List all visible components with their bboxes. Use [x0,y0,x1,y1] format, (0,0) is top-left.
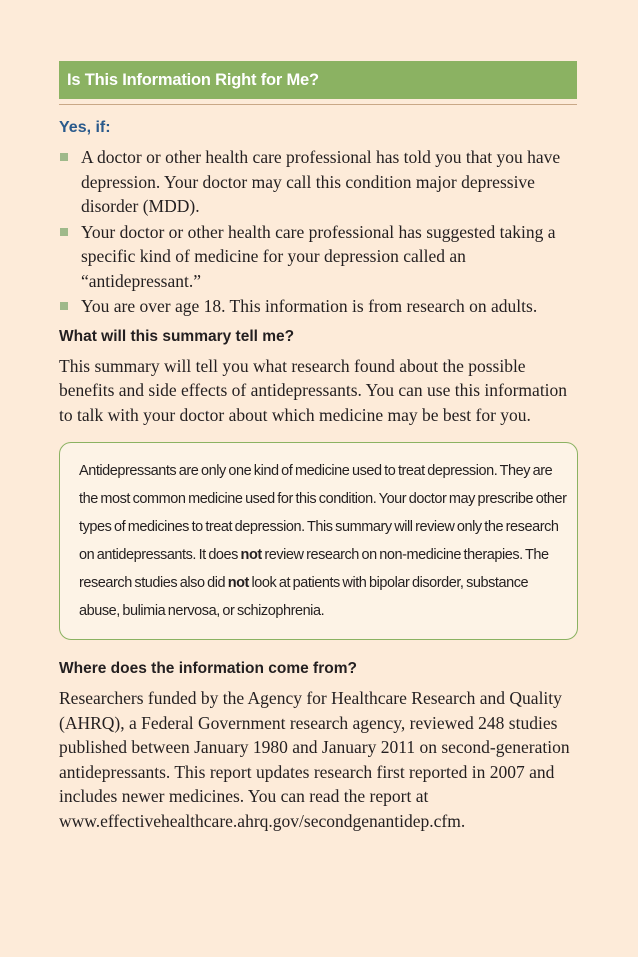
criteria-list [59,145,577,319]
square-bullet-icon [60,153,68,161]
callout-text-2: review research on non-medicine therapies. The research studies also did [79,547,549,591]
criteria-item [59,294,577,319]
document-page [59,61,577,833]
criteria-item-text: A doctor or other health care professional has told you that you have depression. Your doctor may call this condition major depressive disorder (MDD). [81,147,561,216]
summary-paragraph: This summary will tell you what research found about the possible benefits and side effects of antidepressants. You can use this information to talk with your doctor about which medicine may be best for you. [59,355,568,425]
section-banner-title: Is This Information Right for Me? [67,70,319,89]
source-heading: Where does the information come from? [59,660,357,677]
callout-text-3: look at patients with bipolar disorder, substance abuse, bulimia nervosa, or schizophrenia. [79,575,529,619]
criteria-heading: Yes, if: [59,119,111,136]
section-banner [59,61,577,99]
callout-emphasis-1: not [240,547,262,563]
source-paragraph: Researchers funded by the Agency for Healthcare Research and Quality (AHRQ), a Federal Government research agency, reviewed 248 studies published between January 1980 and January 2011 on second-generation antidepressants. This report updates research first reported in 2007 and includes newer medicines. You can read the report at www.effectivehealthcare.ahrq.gov/secondgenantidep.cfm. [59,688,570,831]
summary-heading: What will this summary tell me? [59,327,295,345]
criteria-item [59,220,577,294]
square-bullet-icon [60,228,68,236]
banner-divider [59,104,577,105]
criteria-item [59,145,577,219]
criteria-item-text: Your doctor or other health care professional has suggested taking a specific kind of medicine for your depression called an “antidepressant.” [81,221,556,291]
callout-text-1: Antidepressants are only one kind of medicine used to treat depression. They are the most common medicine used for this condition. Your doctor may prescribe other types of medicines to treat depression. This summary will review only the research on antidepressants. It does [79,463,567,563]
criteria-item-text: You are over age 18. This information is from research on adults. [81,296,538,316]
callout-box [59,442,578,640]
callout-emphasis-2: not [227,575,249,591]
square-bullet-icon [60,302,68,310]
